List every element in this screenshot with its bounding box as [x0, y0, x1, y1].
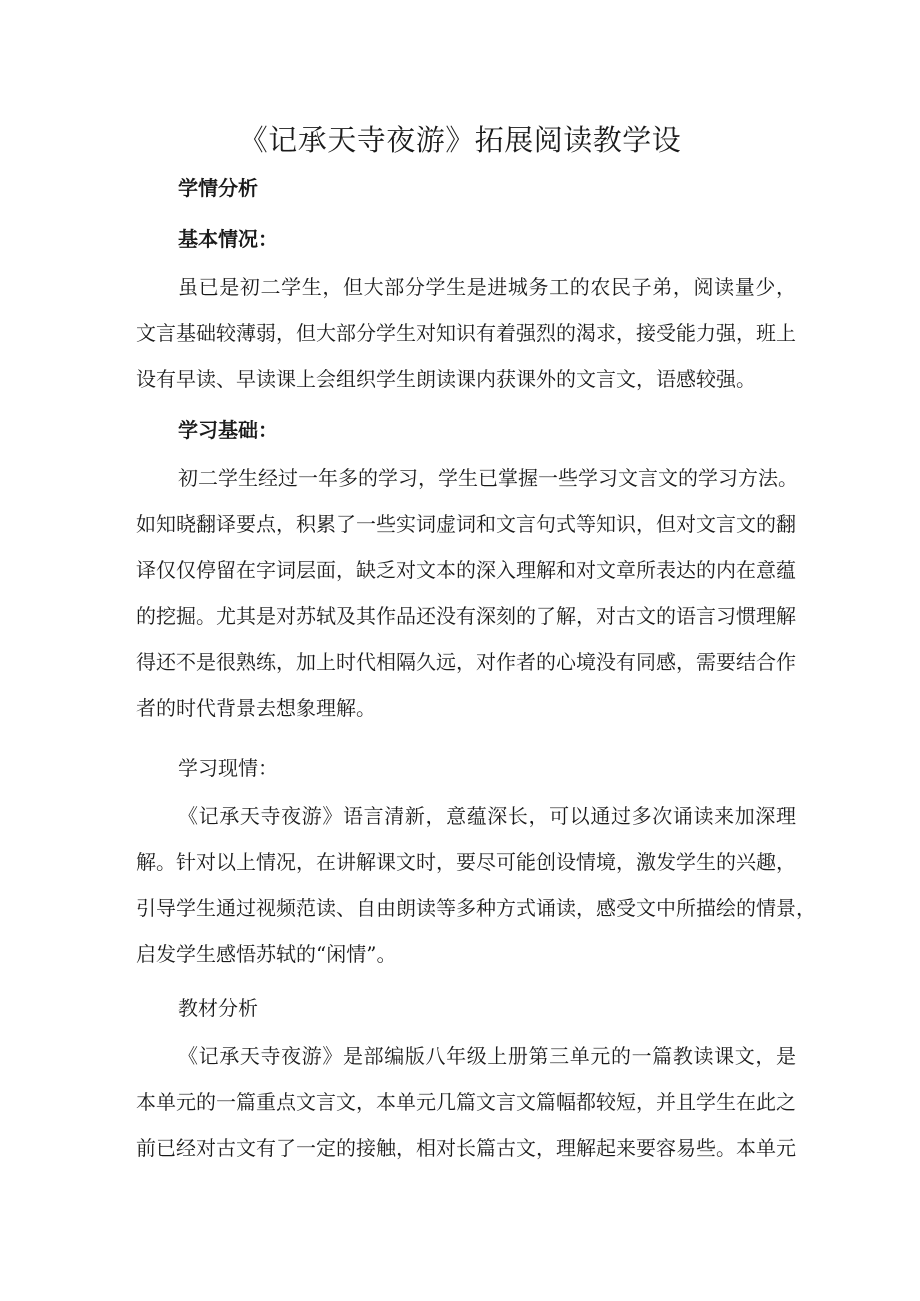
paragraph-line: 引导学生通过视频范读、自由朗读等多种方式诵读，感受文中所描绘的情景，	[136, 896, 816, 920]
paragraph-line: 《记承天寺夜游》是部编版八年级上册第三单元的一篇教读课文，是	[178, 1044, 796, 1068]
paragraph-basic-situation	[136, 264, 796, 402]
paragraph-line: 设有早读、早读课上会组织学生朗读课内获课外的文言文，语感较强。	[136, 367, 756, 391]
subheading-learning-status: 学习现情：	[178, 756, 278, 780]
paragraph-line: 解。针对以上情况，在讲解课文时，要尽可能创设情境，激发学生的兴趣，	[136, 850, 796, 874]
paragraph-line: 如知晓翻译要点，积累了一些实词虚词和文言句式等知识，但对文言文的翻	[136, 512, 796, 536]
subheading-basic-situation: 基本情况：	[178, 227, 278, 251]
paragraph-learning-status	[136, 793, 816, 977]
paragraph-line: 虽已是初二学生，但大部分学生是进城务工的农民子弟，阅读量少，	[178, 275, 796, 299]
paragraph-line: 者的时代背景去想象理解。	[136, 696, 376, 720]
document-title: 《记承天寺夜游》拓展阅读教学设	[238, 123, 682, 157]
paragraph-line: 前已经对古文有了一定的接触，相对长篇古文，理解起来要容易些。本单元	[136, 1136, 796, 1160]
paragraph-line: 文言基础较薄弱，但大部分学生对知识有着强烈的渴求，接受能力强，班上	[136, 321, 796, 345]
paragraph-line: 初二学生经过一年多的学习，学生已掌握一些学习文言文的学习方法。	[178, 466, 798, 490]
section-heading-textbook-analysis: 教材分析	[178, 996, 258, 1020]
paragraph-learning-foundation	[136, 455, 796, 731]
paragraph-textbook-analysis	[136, 1033, 796, 1171]
section-heading-learning-analysis: 学情分析	[178, 176, 258, 200]
paragraph-line: 得还不是很熟练，加上时代相隔久远，对作者的心境没有同感，需要结合作	[136, 650, 796, 674]
paragraph-line: 启发学生感悟苏轼的“闲情”。	[136, 942, 397, 966]
paragraph-line: 《记承天寺夜游》语言清新，意蕴深长，可以通过多次诵读来加深理	[178, 804, 796, 828]
paragraph-line: 译仅仅停留在字词层面，缺乏对文本的深入理解和对文章所表达的内在意蕴	[136, 558, 796, 582]
paragraph-line: 的挖掘。尤其是对苏轼及其作品还没有深刻的了解，对古文的语言习惯理解	[136, 604, 796, 628]
paragraph-line: 本单元的一篇重点文言文，本单元几篇文言文篇幅都较短，并且学生在此之	[136, 1090, 796, 1114]
subheading-learning-foundation: 学习基础：	[178, 418, 278, 442]
